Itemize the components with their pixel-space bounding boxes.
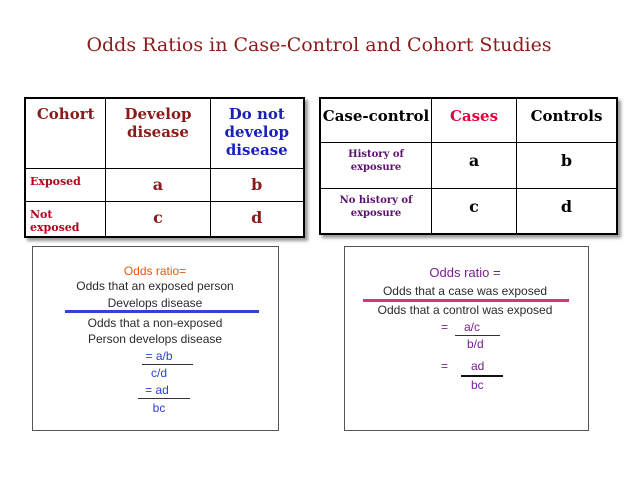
fraction-divider [142, 364, 193, 365]
cell-c: c [432, 188, 517, 234]
cell-b: b [210, 168, 304, 201]
column-header-do-not-develop-disease: Do not develop disease [210, 98, 304, 168]
equation-bc: bc [471, 378, 484, 392]
row-label-no-history-of-exposure: No history of exposure [320, 188, 432, 234]
equation-bc: bc [152, 401, 166, 415]
case-control-table [319, 97, 618, 235]
table-row [25, 168, 304, 201]
table-header-row [320, 98, 617, 142]
page-title: Odds Ratios in Case-Control and Cohort Studies [86, 34, 552, 56]
numerator-text: Odds that a case was exposed [382, 284, 548, 298]
equation-ad: ad [471, 359, 485, 373]
cohort-table [24, 97, 305, 238]
fraction-divider [455, 335, 500, 336]
column-header-develop-disease: Develop disease [106, 98, 210, 168]
cell-b: b [517, 142, 618, 188]
odds-ratio-heading: Odds ratio= [123, 264, 187, 278]
cell-d: d [210, 201, 304, 237]
column-header-cases: Cases [432, 98, 517, 142]
fraction-divider [363, 299, 569, 302]
odds-ratio-heading: Odds ratio = [429, 265, 501, 280]
row-label-exposed: Exposed [25, 168, 106, 201]
equation-c-over-d: c/d [150, 366, 168, 380]
cell-a: a [432, 142, 517, 188]
cell-a: a [106, 168, 210, 201]
table-row [320, 142, 617, 188]
column-header-cohort: Cohort [25, 98, 106, 168]
case-control-odds-ratio-box [344, 246, 589, 431]
table-header-row [25, 98, 304, 168]
denominator-text: Odds that a control was exposed [377, 303, 553, 317]
numerator-line-2: Develops disease [107, 296, 203, 310]
equation-a-over-b: = a/b [145, 349, 173, 363]
denominator-line-1: Odds that a non-exposed [87, 316, 223, 330]
fraction-divider [138, 398, 190, 399]
cohort-odds-ratio-box [32, 246, 279, 431]
column-header-case-control: Case-control [320, 98, 432, 142]
cell-d: d [517, 188, 618, 234]
table-row [320, 188, 617, 234]
equals-sign: = [441, 359, 449, 373]
equals-sign: = [441, 320, 449, 334]
row-label-not-exposed: Not exposed [25, 201, 106, 237]
fraction-divider [65, 310, 259, 313]
equation-b-over-d: b/d [467, 337, 484, 351]
numerator-line-1: Odds that an exposed person [76, 279, 234, 293]
equation-a-over-c: a/c [464, 320, 481, 334]
column-header-controls: Controls [517, 98, 618, 142]
denominator-line-2: Person develops disease [87, 332, 223, 346]
fraction-divider [461, 375, 503, 377]
row-label-history-of-exposure: History of exposure [320, 142, 432, 188]
cell-c: c [106, 201, 210, 237]
table-row [25, 201, 304, 237]
equation-ad: = ad [145, 383, 169, 397]
